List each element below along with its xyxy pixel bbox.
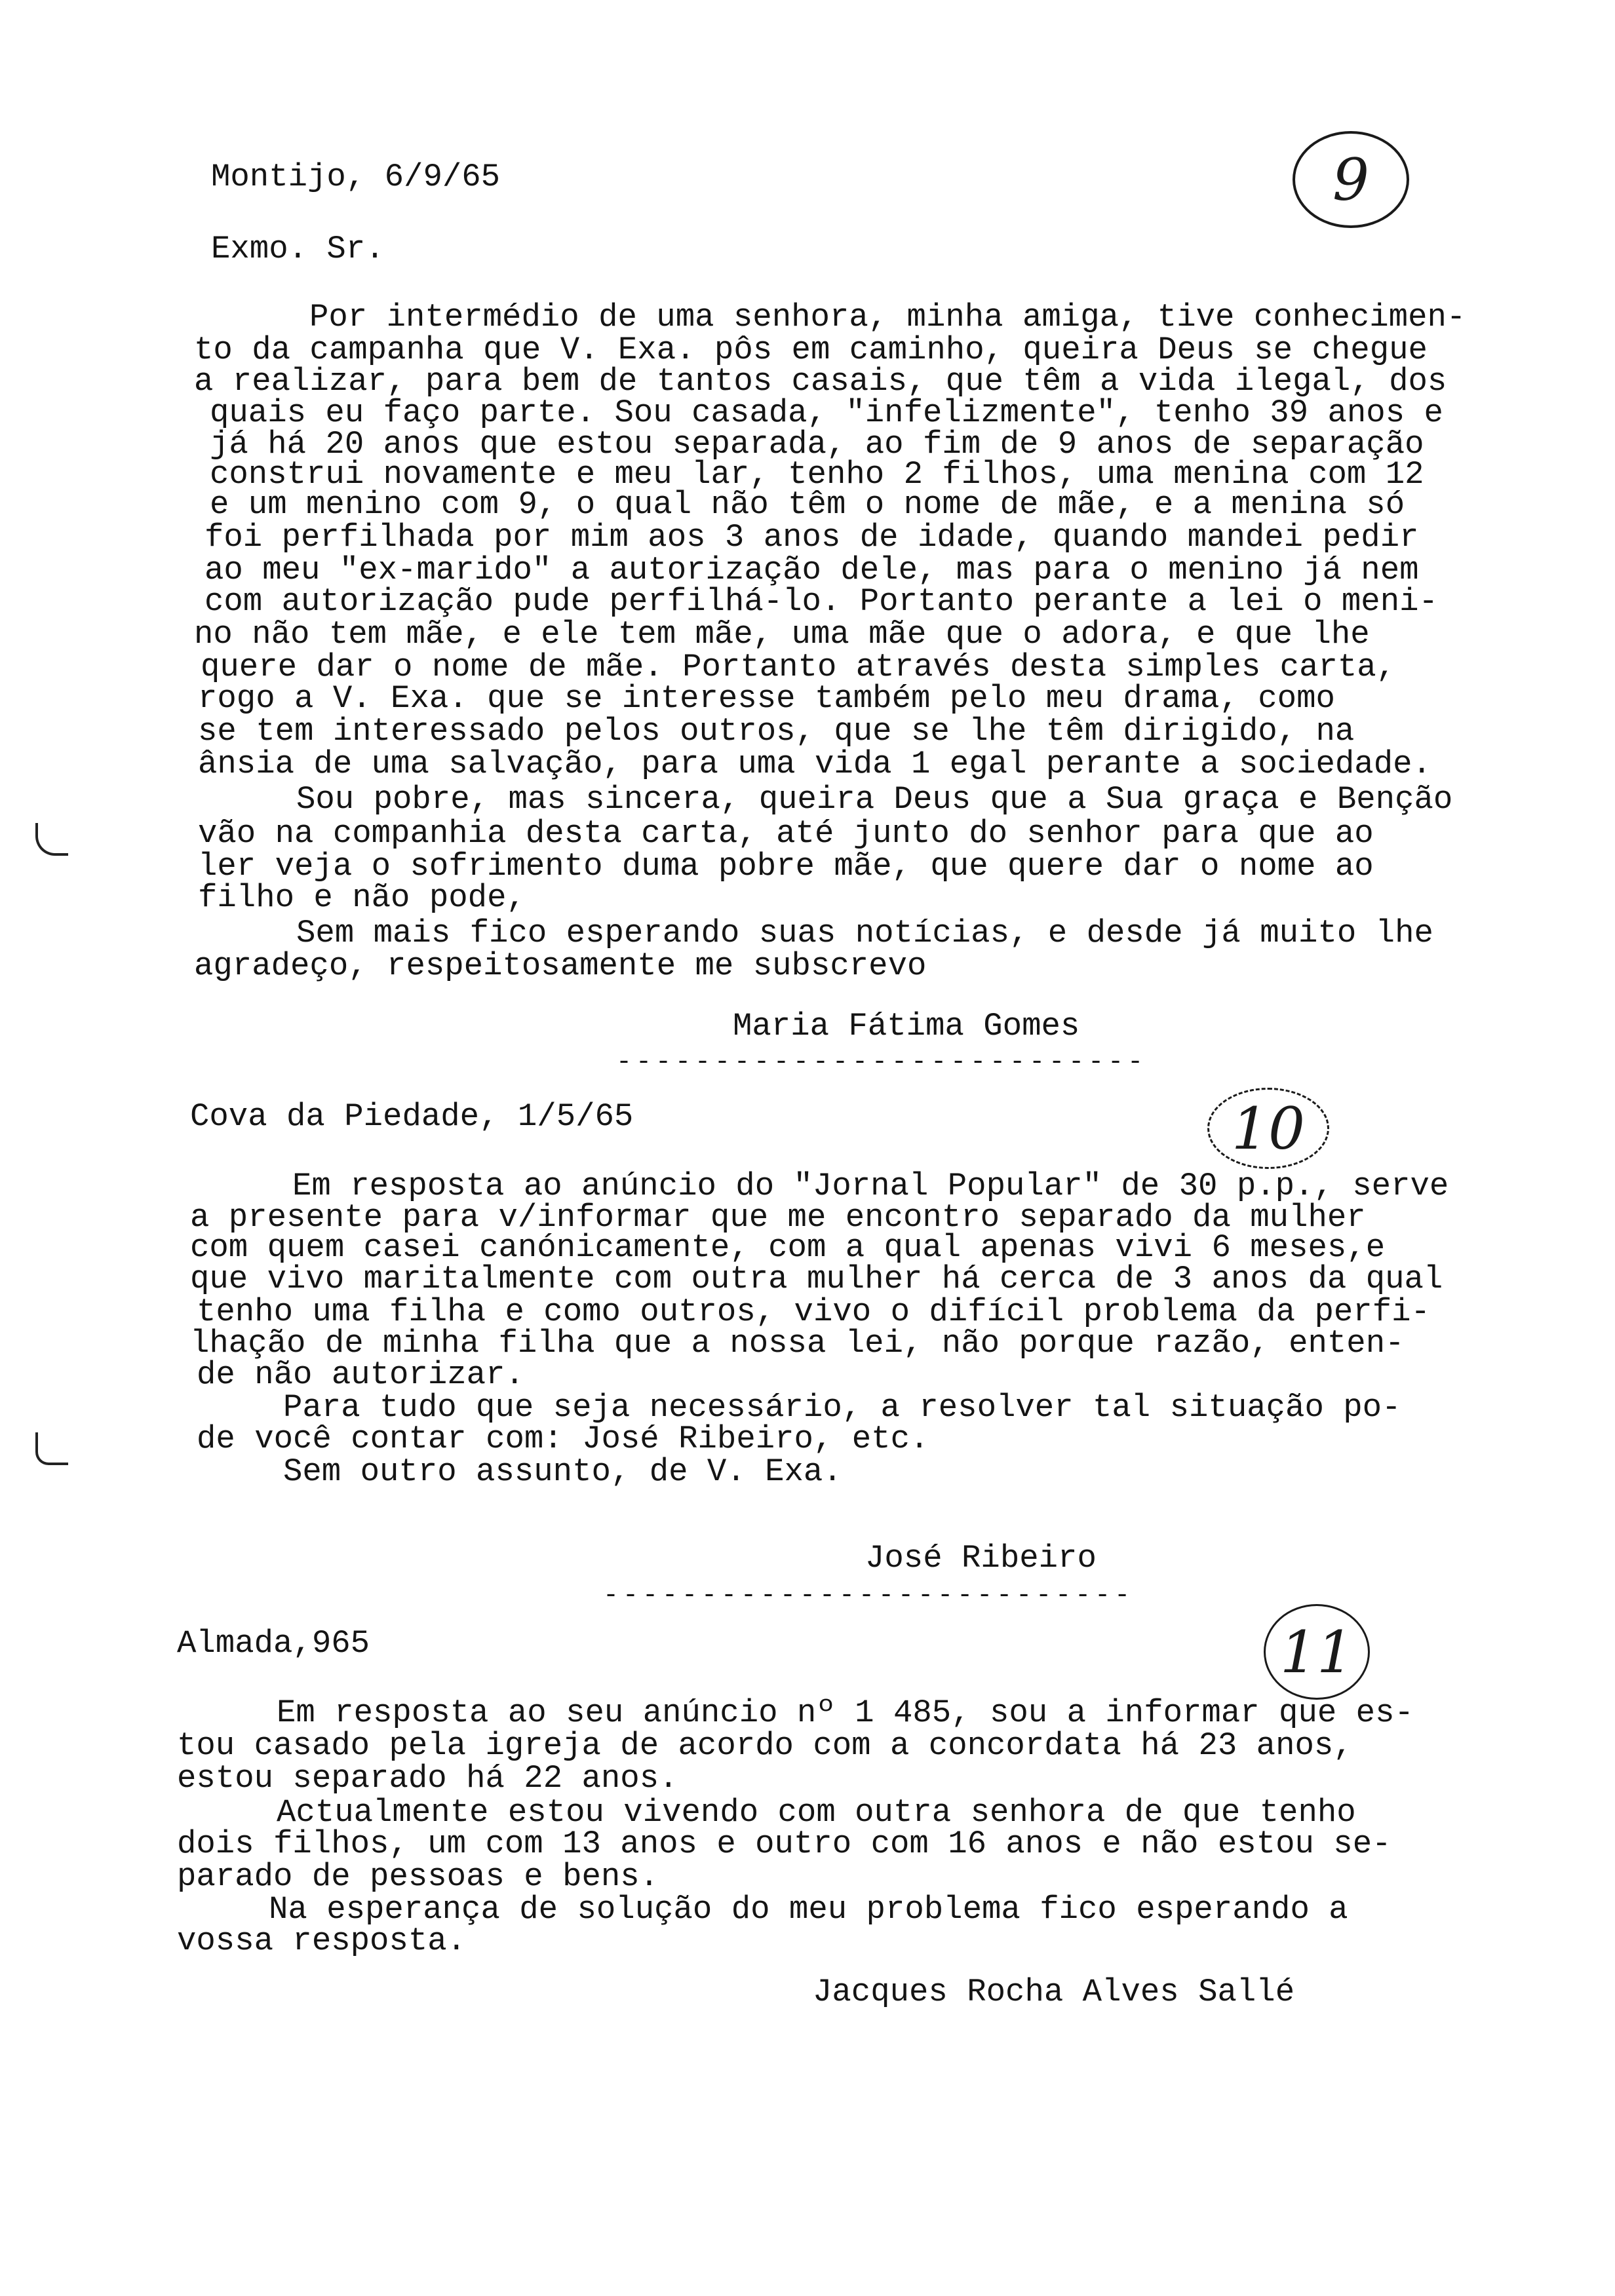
- letter2-line: de você contar com: José Ribeiro, etc.: [197, 1421, 929, 1457]
- letter1-line: Por intermédio de uma senhora, minha amiga, tive conhecimen-: [309, 299, 1466, 335]
- letter3-line: Em resposta ao seu anúncio nº 1 485, sou a informar que es-: [277, 1694, 1414, 1731]
- letter3-signature: Jacques Rocha Alves Sallé: [813, 1974, 1295, 2010]
- letter3-line: tou casado pela igreja de acordo com a concordata há 23 anos,: [177, 1727, 1353, 1764]
- letter1-line: quais eu faço parte. Sou casada, "infelizmente", tenho 39 anos e: [210, 394, 1443, 431]
- letter2-line: a presente para v/informar que me encontro separado da mulher: [190, 1199, 1366, 1236]
- letter1-salutation: Exmo. Sr.: [211, 231, 385, 267]
- letter3-line: vossa resposta.: [177, 1923, 467, 1959]
- letter2-location-date: Cova da Piedade, 1/5/65: [190, 1098, 634, 1135]
- letter1-line: rogo a V. Exa. que se interesse também pelo meu drama, como: [198, 680, 1335, 717]
- page-number-mark-11: [1264, 1604, 1370, 1700]
- letter1-separator: ---------------------------: [616, 1048, 1148, 1077]
- number-mark-text: 9: [1333, 145, 1369, 214]
- letter1-line: filho e não pode,: [198, 879, 526, 916]
- letter1-line: foi perfilhada por mim aos 3 anos de idade, quando mandei pedir: [204, 519, 1419, 556]
- letter1-line: Sou pobre, mas sincera, queira Deus que a Sua graça e Benção: [296, 781, 1453, 818]
- letter2-line: Em resposta ao anúncio do "Jornal Popular" de 30 p.p., serve: [292, 1168, 1449, 1204]
- letter1-line: vão na companhia desta carta, até junto do senhor para que ao: [198, 815, 1374, 852]
- letter2-line: Para tudo que seja necessário, a resolver tal situação po-: [283, 1389, 1401, 1426]
- letter1-location-date: Montijo, 6/9/65: [211, 159, 501, 195]
- letter2-line: lhação de minha filha que a nossa lei, não porque razão, enten-: [190, 1325, 1405, 1362]
- letter3-line: dois filhos, um com 13 anos e outro com 16 anos e não estou se-: [177, 1826, 1391, 1862]
- letter1-line: já há 20 anos que estou separada, ao fim de 9 anos de separação: [210, 426, 1424, 463]
- letter3-line: estou separado há 22 anos.: [177, 1760, 678, 1797]
- letter2-signature: José Ribeiro: [865, 1540, 1097, 1577]
- letter2-line: com quem casei canónicamente, com a qual apenas vivi 6 meses,e: [190, 1229, 1386, 1266]
- letter1-line: construi novamente e meu lar, tenho 2 filhos, uma menina com 12: [210, 456, 1424, 493]
- letter2-line: de não autorizar.: [197, 1356, 524, 1393]
- letter1-line: Sem mais fico esperando suas notícias, e desde já muito lhe: [296, 915, 1433, 951]
- letter3-line: Na esperança de solução do meu problema fico esperando a: [269, 1891, 1348, 1928]
- letter1-signature: Maria Fátima Gomes: [733, 1008, 1080, 1044]
- letter3-line: parado de pessoas e bens.: [177, 1858, 659, 1895]
- letter2-line: tenho uma filha e como outros, vivo o difícil problema da perfi-: [197, 1293, 1430, 1330]
- letter1-line: ler veja o sofrimento duma pobre mãe, que quere dar o nome ao: [198, 848, 1374, 885]
- letter1-line: no não tem mãe, e ele tem mãe, uma mãe que o adora, e que lhe: [194, 616, 1370, 653]
- letter1-line: ao meu "ex-marido" a autorização dele, mas para o menino já nem: [204, 552, 1419, 588]
- letter1-line: e um menino com 9, o qual não têm o nome de mãe, e a menina só: [210, 486, 1405, 523]
- number-mark-text: 11: [1280, 1618, 1353, 1686]
- letter1-line: ânsia de uma salvação, para uma vida 1 egal perante a sociedade.: [198, 746, 1431, 782]
- margin-bracket-mark: [35, 1432, 68, 1465]
- letter1-line: se tem interessado pelos outros, que se lhe têm dirigido, na: [198, 713, 1355, 750]
- page-number-mark-10: [1207, 1088, 1329, 1169]
- letter2-separator: ---------------------------: [603, 1581, 1135, 1611]
- letter1-line: com autorização pude perfilhá-lo. Portanto perante a lei o meni-: [204, 583, 1438, 620]
- letter3-line: Actualmente estou vivendo com outra senhora de que tenho: [277, 1794, 1356, 1831]
- letter1-line: a realizar, para bem de tantos casais, que têm a vida ilegal, dos: [194, 363, 1447, 400]
- letter2-line: que vivo maritalmente com outra mulher há cerca de 3 anos da qual: [190, 1261, 1443, 1297]
- letter1-line: quere dar o nome de mãe. Portanto através desta simples carta,: [201, 649, 1396, 685]
- page-number-mark-9: [1293, 131, 1409, 228]
- letter2-line: Sem outro assunto, de V. Exa.: [283, 1453, 842, 1490]
- margin-bracket-mark: [35, 823, 68, 856]
- letter1-line: to da campanha que V. Exa. pôs em caminho, queira Deus se chegue: [194, 332, 1428, 368]
- number-mark-text: 10: [1232, 1094, 1305, 1162]
- letter3-location-date: Almada,965: [177, 1625, 370, 1662]
- letter1-line: agradeço, respeitosamente me subscrevo: [194, 947, 927, 984]
